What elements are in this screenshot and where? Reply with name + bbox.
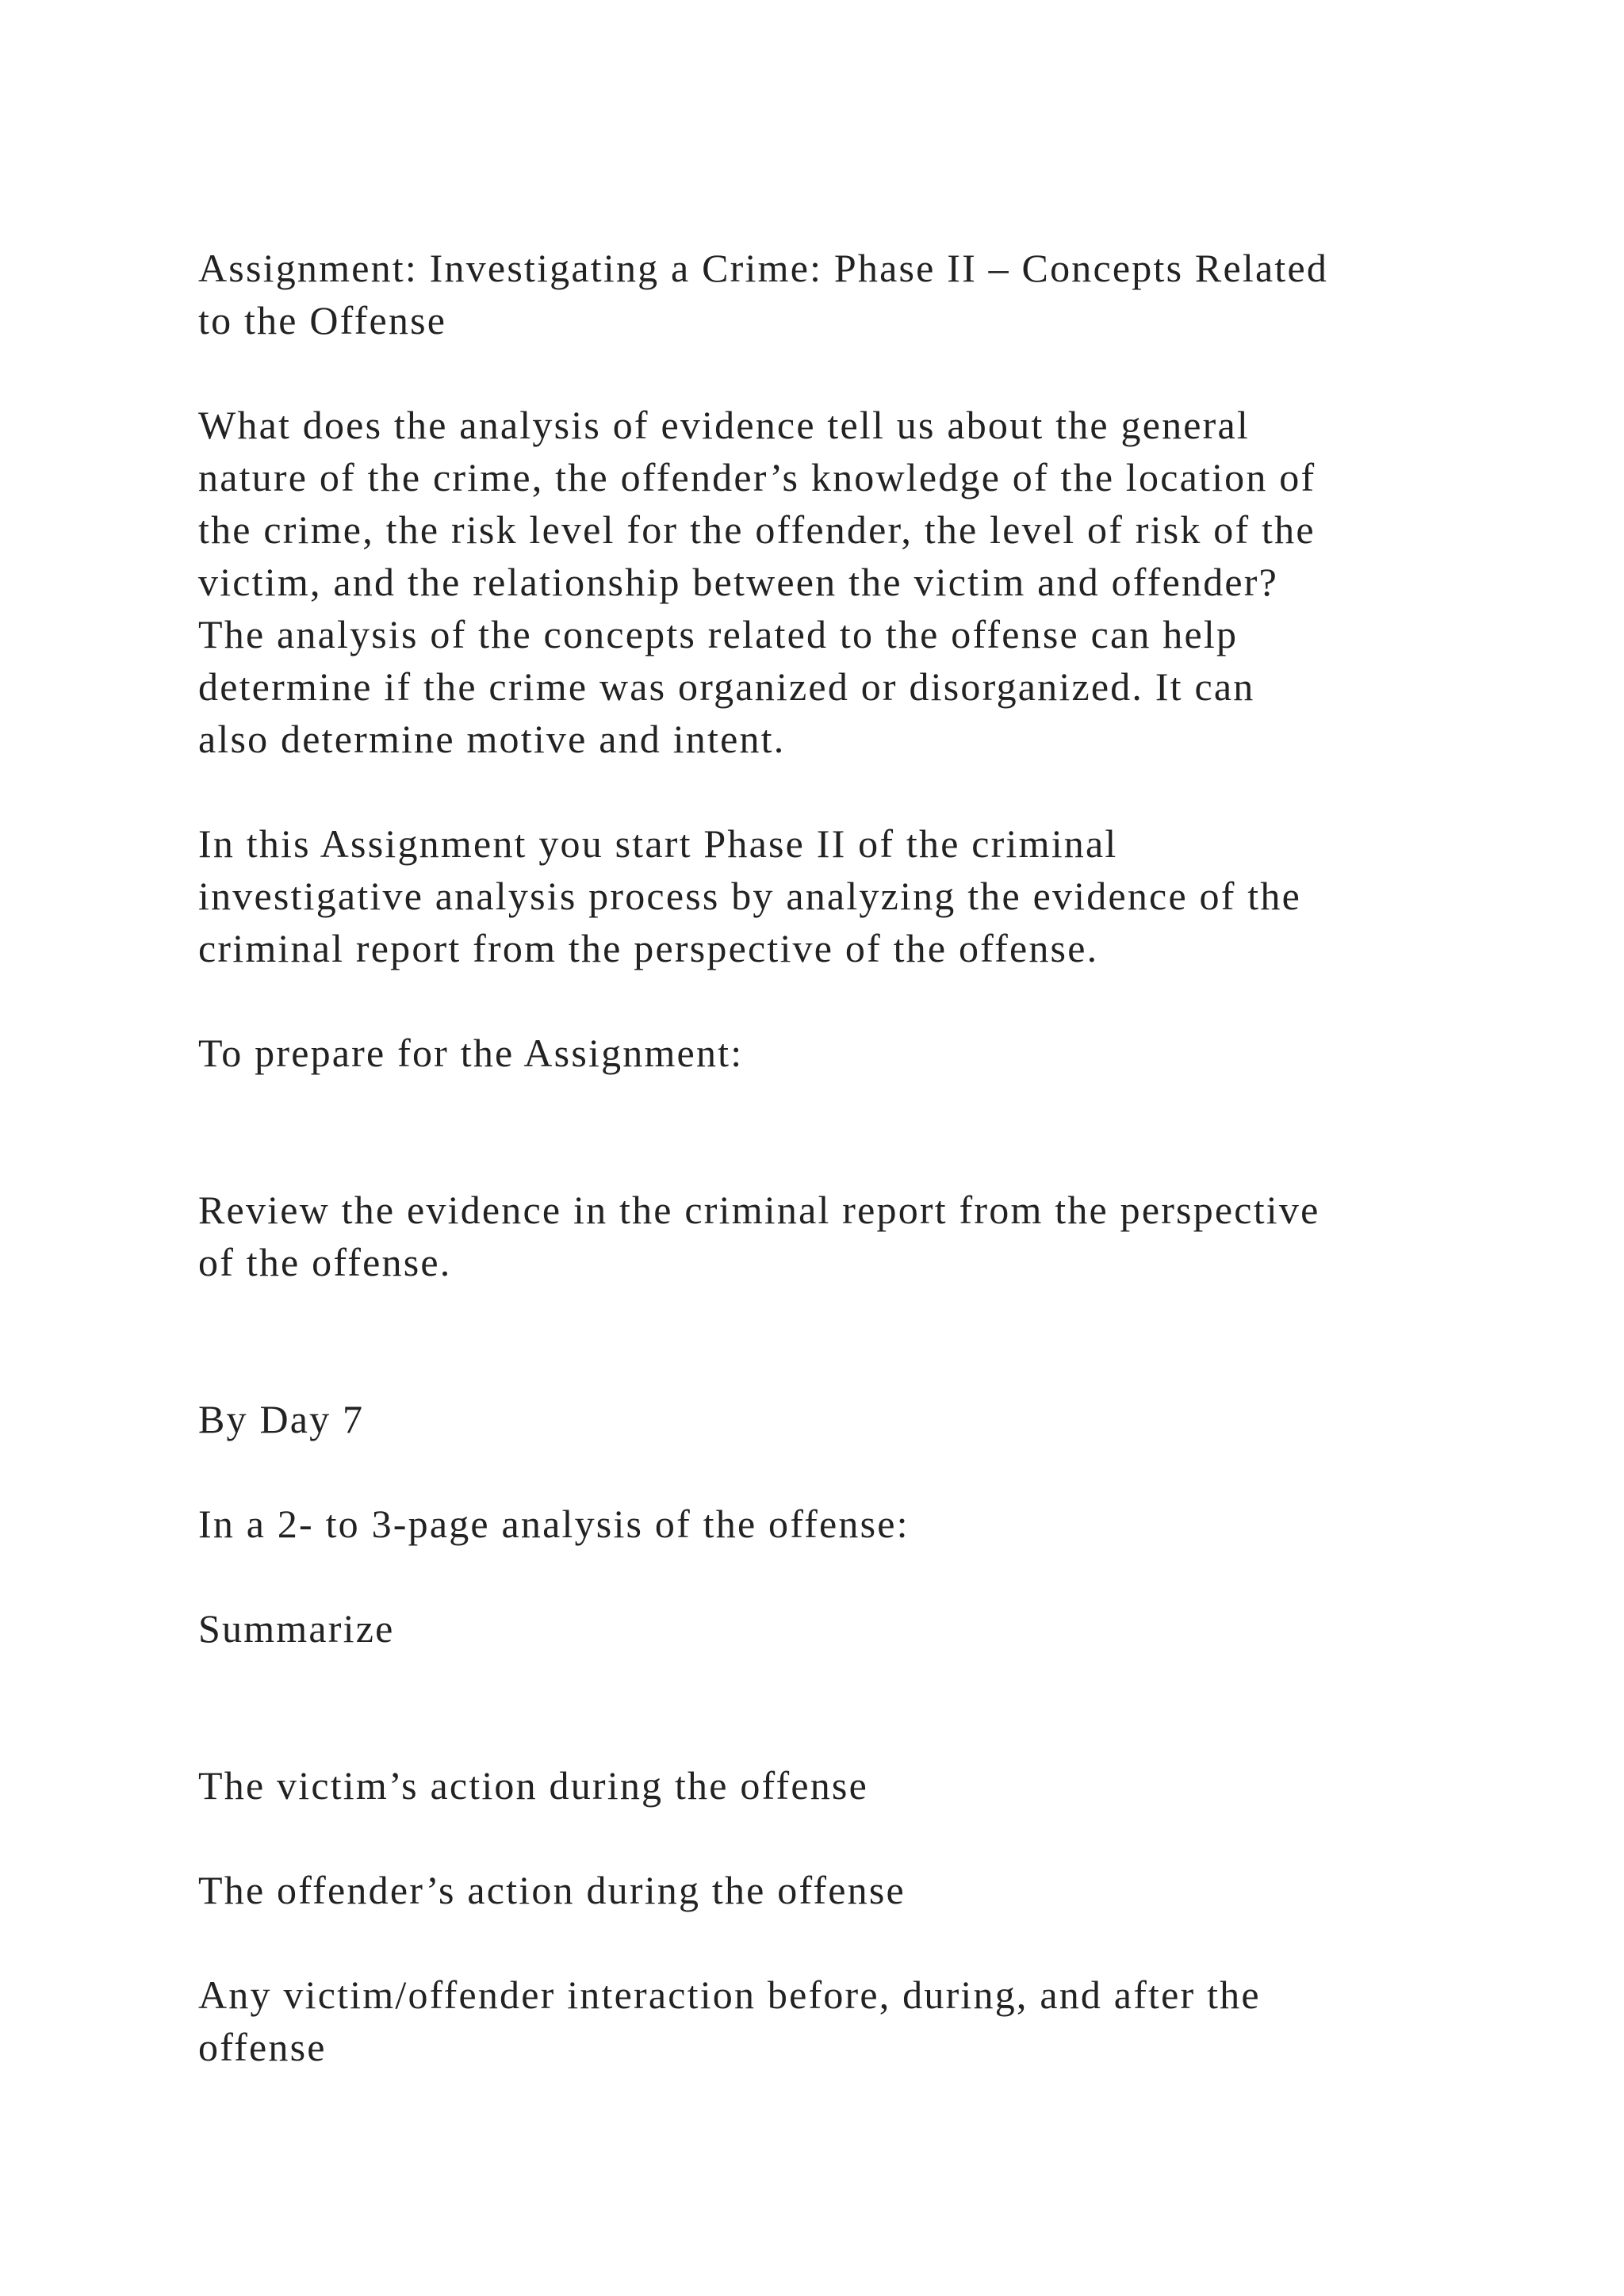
prepare-heading-text: To prepare for the Assignment: — [198, 1031, 744, 1075]
intro-line-3: the crime, the risk level for the offender, the level of risk of the — [198, 507, 1316, 552]
title-line-2: to the Offense — [198, 298, 447, 342]
review-line-2: of the offense. — [198, 1240, 452, 1284]
phase-line-2: investigative analysis process by analyzing the evidence of the — [198, 874, 1301, 918]
intro-line-6: determine if the crime was organized or disorganized. It can — [198, 664, 1255, 709]
document-body — [198, 242, 1483, 2126]
review-paragraph — [198, 1184, 1483, 1288]
review-line-1: Review the evidence in the criminal report from the perspective — [198, 1188, 1320, 1232]
summary-item-offender: The offender’s action during the offense — [198, 1868, 906, 1912]
title-line-1: Assignment: Investigating a Crime: Phase II – Concepts Related — [198, 246, 1329, 290]
intro-line-2: nature of the crime, the offender’s knowledge of the location of — [198, 455, 1316, 499]
summary-item-victim: The victim’s action during the offense — [198, 1763, 868, 1808]
phase-line-3: criminal report from the perspective of the offense. — [198, 926, 1099, 970]
prepare-heading — [198, 1027, 1483, 1079]
analysis-intro — [198, 1498, 1483, 1550]
intro-line-4: victim, and the relationship between the victim and offender? — [198, 560, 1279, 604]
summary-item — [198, 1864, 1483, 1916]
interaction-line-1: Any victim/offender interaction before, during, and after the — [198, 1973, 1261, 2017]
assignment-title — [198, 242, 1483, 346]
summary-item — [198, 1759, 1483, 1812]
interaction-line-2: offense — [198, 2025, 327, 2069]
phase-line-1: In this Assignment you start Phase II of the criminal — [198, 821, 1118, 866]
due-heading — [198, 1393, 1483, 1445]
analysis-intro-text: In a 2- to 3-page analysis of the offense: — [198, 1502, 910, 1546]
intro-line-1: What does the analysis of evidence tell us about the general — [198, 403, 1251, 447]
due-heading-text: By Day 7 — [198, 1397, 365, 1441]
phase-paragraph — [198, 817, 1483, 974]
intro-line-7: also determine motive and intent. — [198, 717, 786, 761]
intro-line-5: The analysis of the concepts related to the offense can help — [198, 612, 1239, 656]
summarize-heading-text: Summarize — [198, 1606, 395, 1651]
interaction-paragraph — [198, 1969, 1483, 2073]
intro-paragraph — [198, 399, 1483, 765]
summarize-heading — [198, 1602, 1483, 1655]
